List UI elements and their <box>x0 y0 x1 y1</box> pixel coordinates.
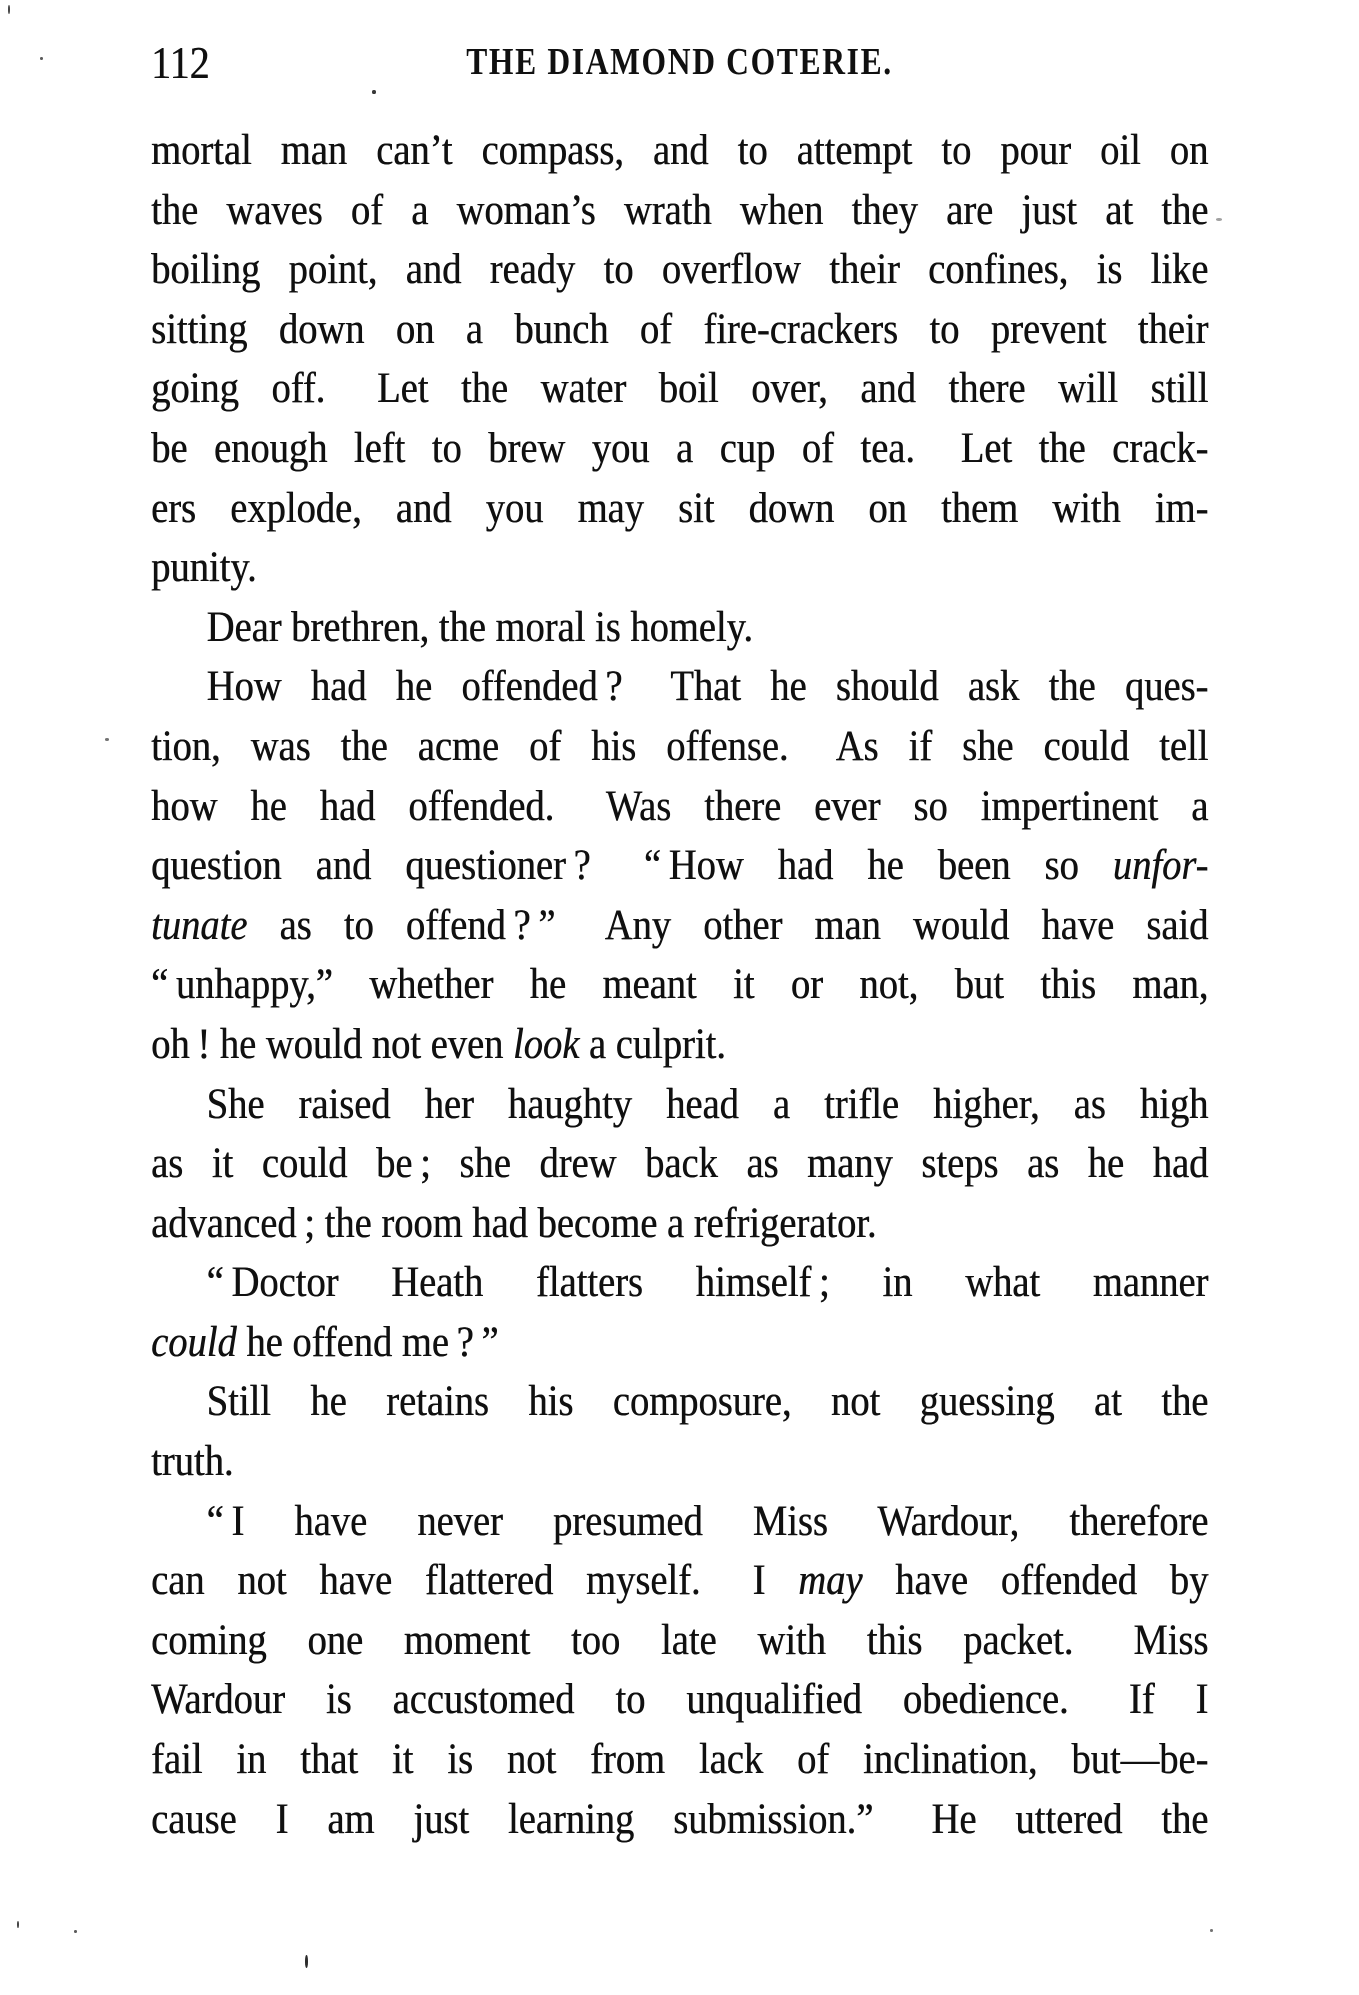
page-number: 112 <box>151 37 210 88</box>
regular-text: question and questioner ? “ How had he been so <box>151 842 1113 890</box>
regular-text: She raised her haughty head a trifle higher, as high <box>206 1080 1209 1128</box>
regular-text: as to offend ? ” Any other man would have said <box>247 901 1209 949</box>
text-line <box>151 1492 1208 1552</box>
scan-speck <box>305 1955 308 1968</box>
text-line <box>151 1611 1208 1671</box>
text-line <box>151 1015 1208 1075</box>
regular-text: truth. <box>151 1438 234 1486</box>
text-line <box>151 300 1208 360</box>
regular-text: cause I am just learning submission.” He uttered the <box>151 1795 1209 1843</box>
regular-text: ers explode, and you may sit down on them with im- <box>151 484 1209 532</box>
regular-text: can not have flattered myself. I <box>151 1557 799 1605</box>
text-line <box>151 1730 1208 1790</box>
text-line <box>151 479 1208 539</box>
text-line <box>151 538 1208 598</box>
regular-text: Dear brethren, the moral is homely. <box>206 603 753 651</box>
text-line <box>151 359 1208 419</box>
text-line <box>151 657 1208 717</box>
regular-text: have offended by <box>862 1557 1209 1605</box>
text-line <box>151 1670 1208 1730</box>
regular-text: going off. Let the water boil over, and there will still <box>151 365 1209 413</box>
regular-text: tion, was the acme of his offense. As if she could tell <box>151 722 1209 770</box>
scan-speck <box>40 57 43 60</box>
scan-speck <box>74 1930 77 1933</box>
italic-text: tunate <box>151 901 248 949</box>
text-line <box>151 777 1208 837</box>
running-title: THE DIAMOND COTERIE. <box>466 41 893 83</box>
text-line <box>151 1551 1208 1611</box>
text-line <box>151 419 1208 479</box>
text-line <box>151 896 1208 956</box>
regular-text: Still he retains his composure, not guessing at the <box>206 1378 1209 1426</box>
text-line <box>151 955 1208 1015</box>
scan-speck <box>1210 1929 1213 1932</box>
italic-text: unfor- <box>1112 842 1209 890</box>
text-line <box>151 598 1208 658</box>
text-line <box>151 1313 1208 1373</box>
scan-speck <box>105 738 109 741</box>
regular-text: be enough left to brew you a cup of tea. Let the crack- <box>151 424 1209 472</box>
text-line <box>151 836 1208 896</box>
regular-text: oh ! he would not even <box>151 1020 513 1068</box>
regular-text: punity. <box>151 544 257 592</box>
regular-text: how he had offended. Was there ever so impertinent a <box>151 782 1209 830</box>
regular-text: as it could be ; she drew back as many steps as he had <box>151 1140 1209 1188</box>
text-line <box>151 181 1208 241</box>
italic-text: could <box>151 1318 237 1366</box>
scan-speck <box>17 1921 19 1928</box>
regular-text: a culprit. <box>579 1020 726 1068</box>
regular-text: boiling point, and ready to overflow their confines, is like <box>151 246 1209 294</box>
regular-text: “ I have never presumed Miss Wardour, therefore <box>206 1497 1209 1545</box>
regular-text: How had he offended ? That he should ask the ques- <box>206 663 1209 711</box>
scan-speck <box>372 90 376 94</box>
scan-speck <box>1216 218 1222 221</box>
italic-text: may <box>798 1557 863 1605</box>
scan-speck <box>8 5 10 14</box>
text-line <box>151 1075 1208 1135</box>
regular-text: “ Doctor Heath flatters himself ; in what manner <box>206 1259 1209 1307</box>
text-line <box>151 717 1208 777</box>
regular-text: coming one moment too late with this packet. Miss <box>151 1616 1209 1664</box>
text-line <box>151 1372 1208 1432</box>
text-line <box>151 1134 1208 1194</box>
regular-text: advanced ; the room had become a refrigerator. <box>151 1199 877 1247</box>
italic-text: look <box>512 1020 580 1068</box>
text-line <box>151 240 1208 300</box>
regular-text: he offend me ? ” <box>236 1318 499 1366</box>
regular-text: mortal man can’t compass, and to attempt to pour oil on <box>151 127 1209 174</box>
regular-text: sitting down on a bunch of fire-crackers to prevent their <box>151 305 1209 353</box>
regular-text: fail in that it is not from lack of inclination, but—be- <box>151 1736 1209 1784</box>
regular-text: “ unhappy,” whether he meant it or not, but this man, <box>151 961 1209 1009</box>
text-line <box>151 1194 1208 1254</box>
text-line <box>151 1432 1208 1492</box>
regular-text: the waves of a woman’s wrath when they are just at the <box>151 186 1209 234</box>
body-text <box>151 121 1208 1849</box>
text-line <box>151 121 1208 181</box>
text-line <box>151 1790 1208 1850</box>
regular-text: Wardour is accustomed to unqualified obedience. If I <box>151 1676 1209 1724</box>
text-line <box>151 1253 1208 1313</box>
